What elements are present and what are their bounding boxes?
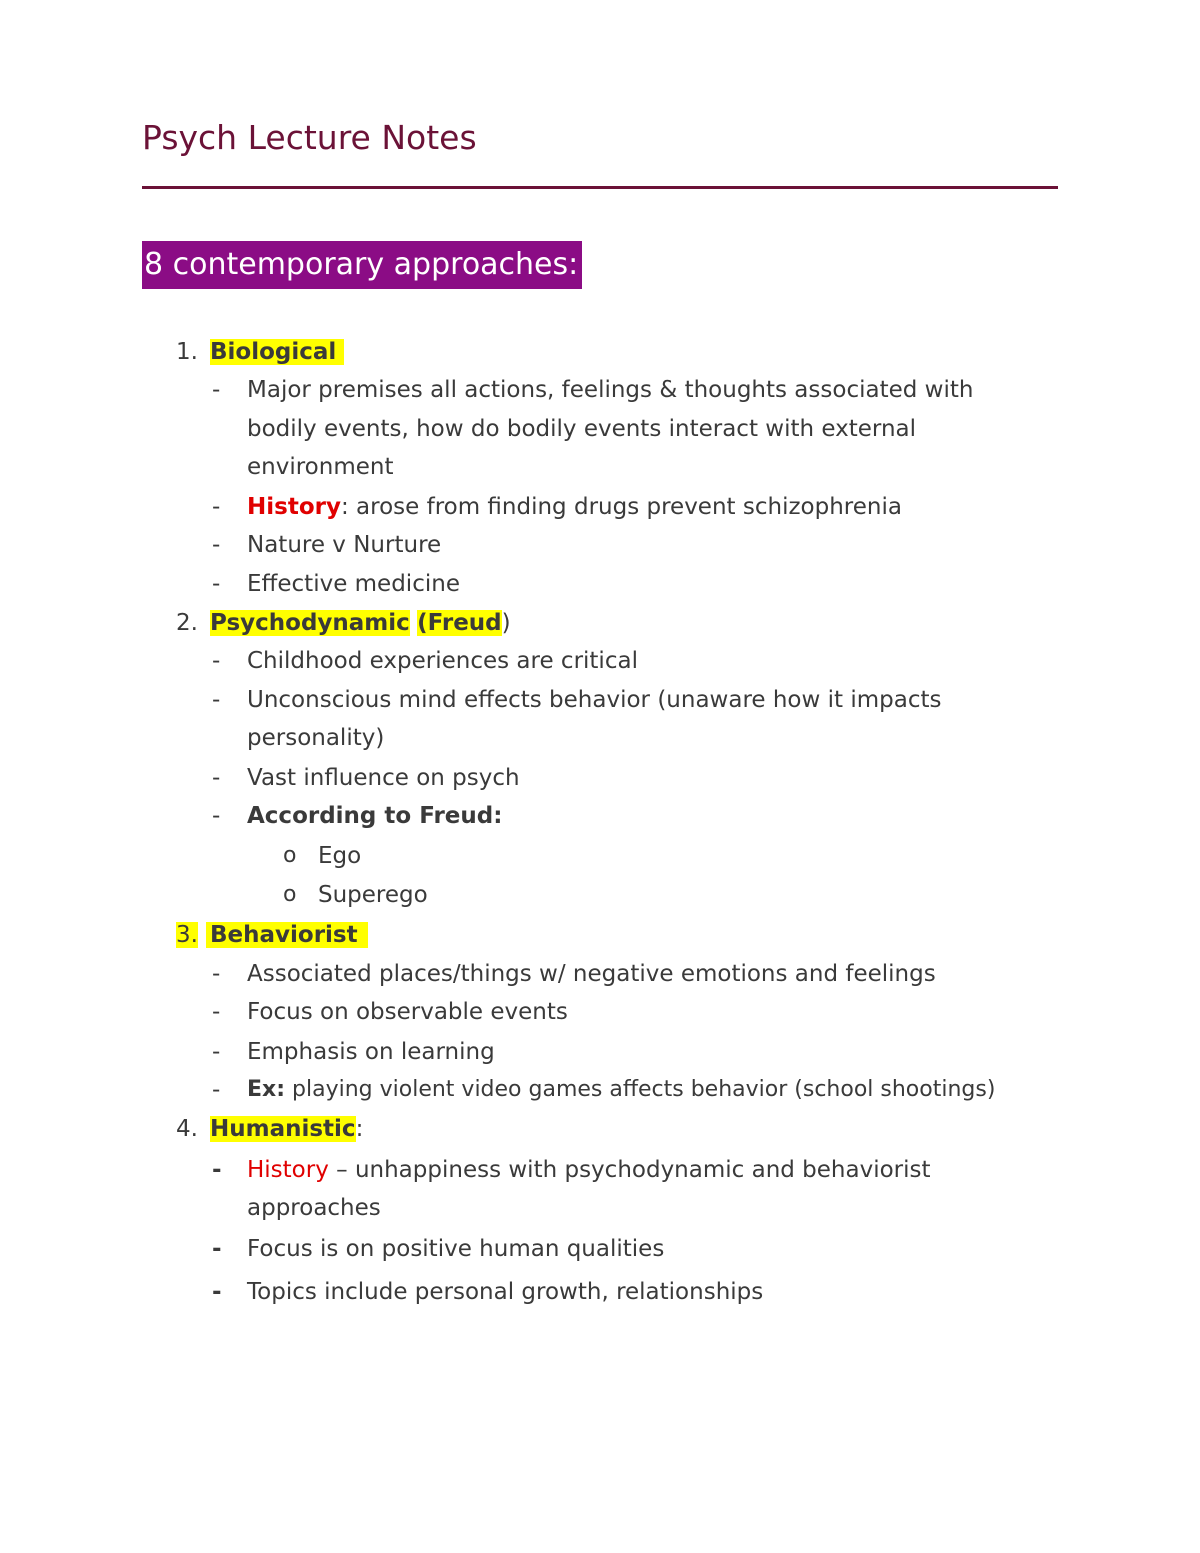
- section-label: Psychodynamic: [210, 610, 410, 636]
- bullet-dash: -: [212, 803, 221, 829]
- section-label: Biological: [210, 339, 344, 365]
- section-number-text: 3.: [176, 922, 198, 948]
- bullet-body: playing violent video games affects behavior (school shootings): [285, 1077, 996, 1102]
- sub-bullet-glyph: o: [283, 843, 297, 868]
- bullet-text: Focus is on positive human qualities: [247, 1236, 665, 1262]
- bullet-dash: -: [212, 648, 221, 674]
- bullet-text: [247, 492, 902, 522]
- paren-close: ): [501, 610, 511, 636]
- freud-label: Freud: [427, 610, 502, 636]
- bullet-dash: -: [212, 532, 221, 558]
- section-heading: 8 contemporary approaches:: [142, 241, 582, 289]
- section-number: 4.: [176, 1116, 198, 1142]
- section-title: [210, 608, 511, 638]
- section-title: [206, 920, 368, 950]
- bullet-text: Emphasis on learning: [247, 1039, 495, 1065]
- label-separator: :: [355, 1116, 364, 1142]
- bullet-text: Vast influence on psych: [247, 765, 520, 791]
- bullet-dash: -: [212, 687, 221, 713]
- title-rule: [142, 186, 1058, 189]
- section-number: 2.: [176, 610, 198, 636]
- sub-bullet-text: Ego: [318, 843, 362, 869]
- section-number: 1.: [176, 339, 198, 365]
- label-separator: :: [340, 494, 349, 520]
- bullet-text-cont: environment: [247, 454, 394, 480]
- bullet-text: [247, 1075, 995, 1105]
- section-label: Behaviorist: [206, 922, 368, 948]
- bullet-text-cont: approaches: [247, 1195, 381, 1221]
- section-title: [210, 337, 344, 367]
- example-label: Ex:: [247, 1077, 286, 1102]
- bullet-dash: -: [212, 571, 221, 597]
- bullet-text: According to Freud:: [247, 803, 503, 829]
- bullet-text: Nature v Nurture: [247, 532, 442, 558]
- bullet-text: [247, 1155, 931, 1185]
- bullet-dash: -: [212, 1157, 222, 1183]
- history-label: History: [247, 494, 341, 520]
- bullet-text: Associated places/things w/ negative emotions and feelings: [247, 961, 936, 987]
- bullet-text: Focus on observable events: [247, 999, 568, 1025]
- bullet-text: Childhood experiences are critical: [247, 648, 638, 674]
- bullet-dash: -: [212, 377, 221, 403]
- bullet-text: Major premises all actions, feelings & thoughts associated with: [247, 377, 974, 403]
- bullet-dash: -: [212, 1039, 221, 1065]
- bullet-body: arose from finding drugs prevent schizophrenia: [348, 494, 902, 520]
- bullet-text-cont: bodily events, how do bodily events interact with external: [247, 416, 917, 442]
- bullet-text: Topics include personal growth, relationships: [247, 1279, 764, 1305]
- section-title: [210, 1114, 363, 1144]
- history-label: History: [247, 1157, 329, 1183]
- bullet-dash: -: [212, 494, 221, 520]
- bullet-dash: -: [212, 1077, 221, 1103]
- section-number: [176, 920, 198, 950]
- bullet-dash: -: [212, 961, 221, 987]
- bullet-dash: -: [212, 1279, 222, 1305]
- bullet-text: Unconscious mind effects behavior (unaware how it impacts: [247, 687, 942, 713]
- bullet-dash: -: [212, 765, 221, 791]
- section-label: Humanistic: [210, 1116, 356, 1142]
- bullet-text: Effective medicine: [247, 571, 460, 597]
- paren-open: (: [417, 610, 428, 636]
- bullet-dash: -: [212, 1236, 222, 1262]
- page-title: Psych Lecture Notes: [142, 118, 477, 157]
- bullet-text-cont: personality): [247, 725, 385, 751]
- sub-bullet-text: Superego: [318, 882, 428, 908]
- bullet-body: – unhappiness with psychodynamic and behaviorist: [328, 1157, 931, 1183]
- sub-bullet-glyph: o: [283, 882, 297, 907]
- bullet-dash: -: [212, 999, 221, 1025]
